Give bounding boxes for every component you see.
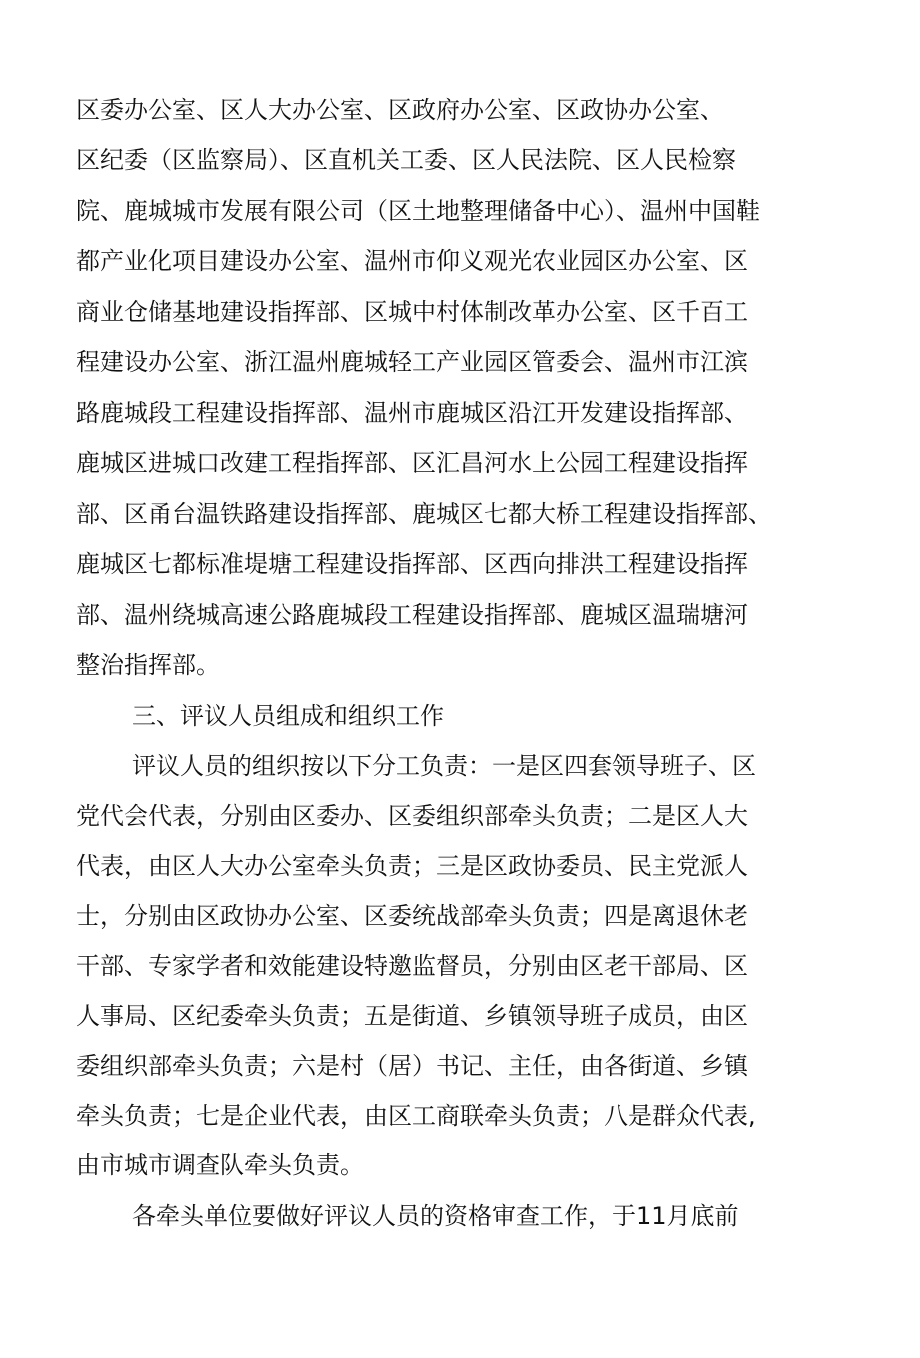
paragraph-line: 委组织部牵头负责；六是村（居）书记、主任，由各街道、乡镇: [76, 1052, 748, 1080]
paragraph-line: 党代会代表，分别由区委办、区委组织部牵头负责；二是区人大: [76, 802, 748, 830]
paragraph-line: 整治指挥部。: [76, 651, 220, 679]
paragraph-line: 都产业化项目建设办公室、温州市仰义观光农业园区办公室、区: [76, 247, 748, 275]
paragraph-line: 鹿城区七都标准堤塘工程建设指挥部、区西向排洪工程建设指挥: [76, 550, 748, 578]
paragraph-line: 由市城市调查队牵头负责。: [76, 1151, 364, 1179]
paragraph-line: 人事局、区纪委牵头负责；五是街道、乡镇领导班子成员，由区: [76, 1002, 748, 1030]
paragraph-line: 商业仓储基地建设指挥部、区城中村体制改革办公室、区千百工: [76, 298, 748, 326]
paragraph-line: 区纪委（区监察局）、区直机关工委、区人民法院、区人民检察: [76, 146, 736, 174]
paragraph-line: 鹿城区进城口改建工程指挥部、区汇昌河水上公园工程建设指挥: [76, 449, 748, 477]
paragraph-line: 士，分别由区政协办公室、区委统战部牵头负责；四是离退休老: [76, 902, 748, 930]
paragraph-line: 评议人员的组织按以下分工负责：一是区四套领导班子、区: [132, 752, 756, 780]
paragraph-line: 各牵头单位要做好评议人员的资格审查工作，于11月底前: [132, 1202, 739, 1230]
section-heading: 三、评议人员组成和组织工作: [132, 702, 444, 730]
paragraph-line: 部、温州绕城高速公路鹿城段工程建设指挥部、鹿城区温瑞塘河: [76, 601, 748, 629]
paragraph-line: 院、鹿城城市发展有限公司（区土地整理储备中心）、温州中国鞋: [76, 197, 760, 225]
paragraph-line: 区委办公室、区人大办公室、区政府办公室、区政协办公室、: [76, 96, 724, 124]
paragraph-line: 路鹿城段工程建设指挥部、温州市鹿城区沿江开发建设指挥部、: [76, 399, 748, 427]
paragraph-line: 代表，由区人大办公室牵头负责；三是区政协委员、民主党派人: [76, 852, 748, 880]
paragraph-line: 牵头负责；七是企业代表，由区工商联牵头负责；八是群众代表,: [76, 1102, 756, 1130]
paragraph-line: 部、区甬台温铁路建设指挥部、鹿城区七都大桥工程建设指挥部、: [76, 500, 772, 528]
paragraph-line: 程建设办公室、浙江温州鹿城轻工产业园区管委会、温州市江滨: [76, 348, 748, 376]
paragraph-line: 干部、专家学者和效能建设特邀监督员，分别由区老干部局、区: [76, 952, 748, 980]
